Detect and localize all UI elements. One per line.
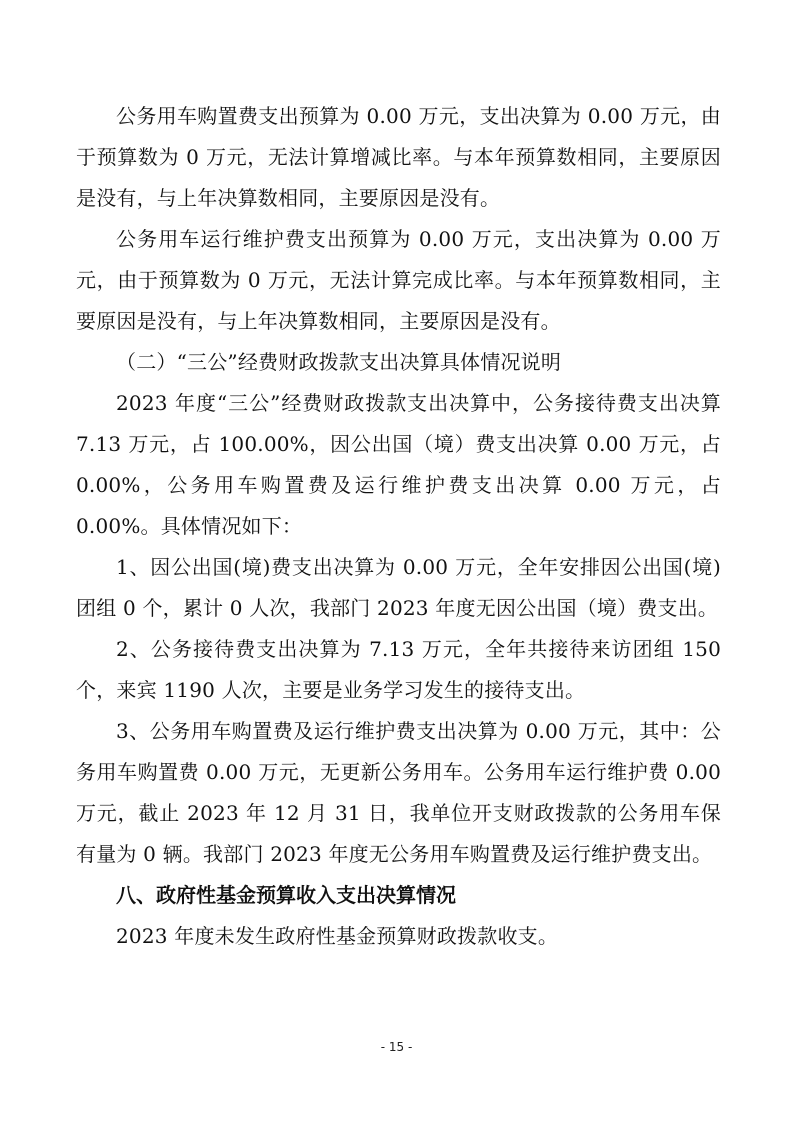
subsection-title: （二）“三公”经费财政拨款支出决算具体情况说明 [116,350,562,374]
paragraph-vehicle-total: 3、公务用车购置费及运行维护费支出决算为 0.00 万元，其中：公务用车购置费 0.00 万元，无更新公务用车。公务用车运行维护费 0.00 万元，截止 2023 年 12 月 31 日，我单位开支财政拨款的公务用车保有量为 0 辆。我部门 2023 年度无公务用车购置费及运行维护费支出。 [76,719,721,866]
paragraph-government-fund: 2023 年度未发生政府性基金预算财政拨款收支。 [116,924,559,948]
page-number: - 15 - [380,1040,413,1054]
document-page [76,96,721,957]
section-heading: 八、政府性基金预算收入支出决算情况 [116,883,456,907]
paragraph-vehicle-maintenance: 公务用车运行维护费支出预算为 0.00 万元，支出决算为 0.00 万元，由于预算数为 0 万元，无法计算完成比率。与本年预算数相同，主要原因是没有，与上年决算数相同，主要原因是没有。 [76,227,721,333]
paragraph-overseas-travel: 1、因公出国(境)费支出决算为 0.00 万元，全年安排因公出国(境)团组 0 个，累计 0 人次，我部门 2023 年度无因公出国（境）费支出。 [76,555,721,620]
paragraph-vehicle-purchase: 公务用车购置费支出预算为 0.00 万元，支出决算为 0.00 万元，由于预算数为 0 万元，无法计算增减比率。与本年预算数相同，主要原因是没有，与上年决算数相同，主要原因是没有。 [76,104,721,210]
paragraph-reception: 2、公务接待费支出决算为 7.13 万元，全年共接待来访团组 150 个，来宾 1190 人次，主要是业务学习发生的接待支出。 [76,637,721,702]
paragraph-three-public-summary: 2023 年度“三公”经费财政拨款支出决算中，公务接待费支出决算 7.13 万元，占 100.00%，因公出国（境）费支出决算 0.00 万元，占 0.00%，公务用车购置费及运行维护费支出决算 0.00 万元，占 0.00%。具体情况如下： [76,391,721,538]
